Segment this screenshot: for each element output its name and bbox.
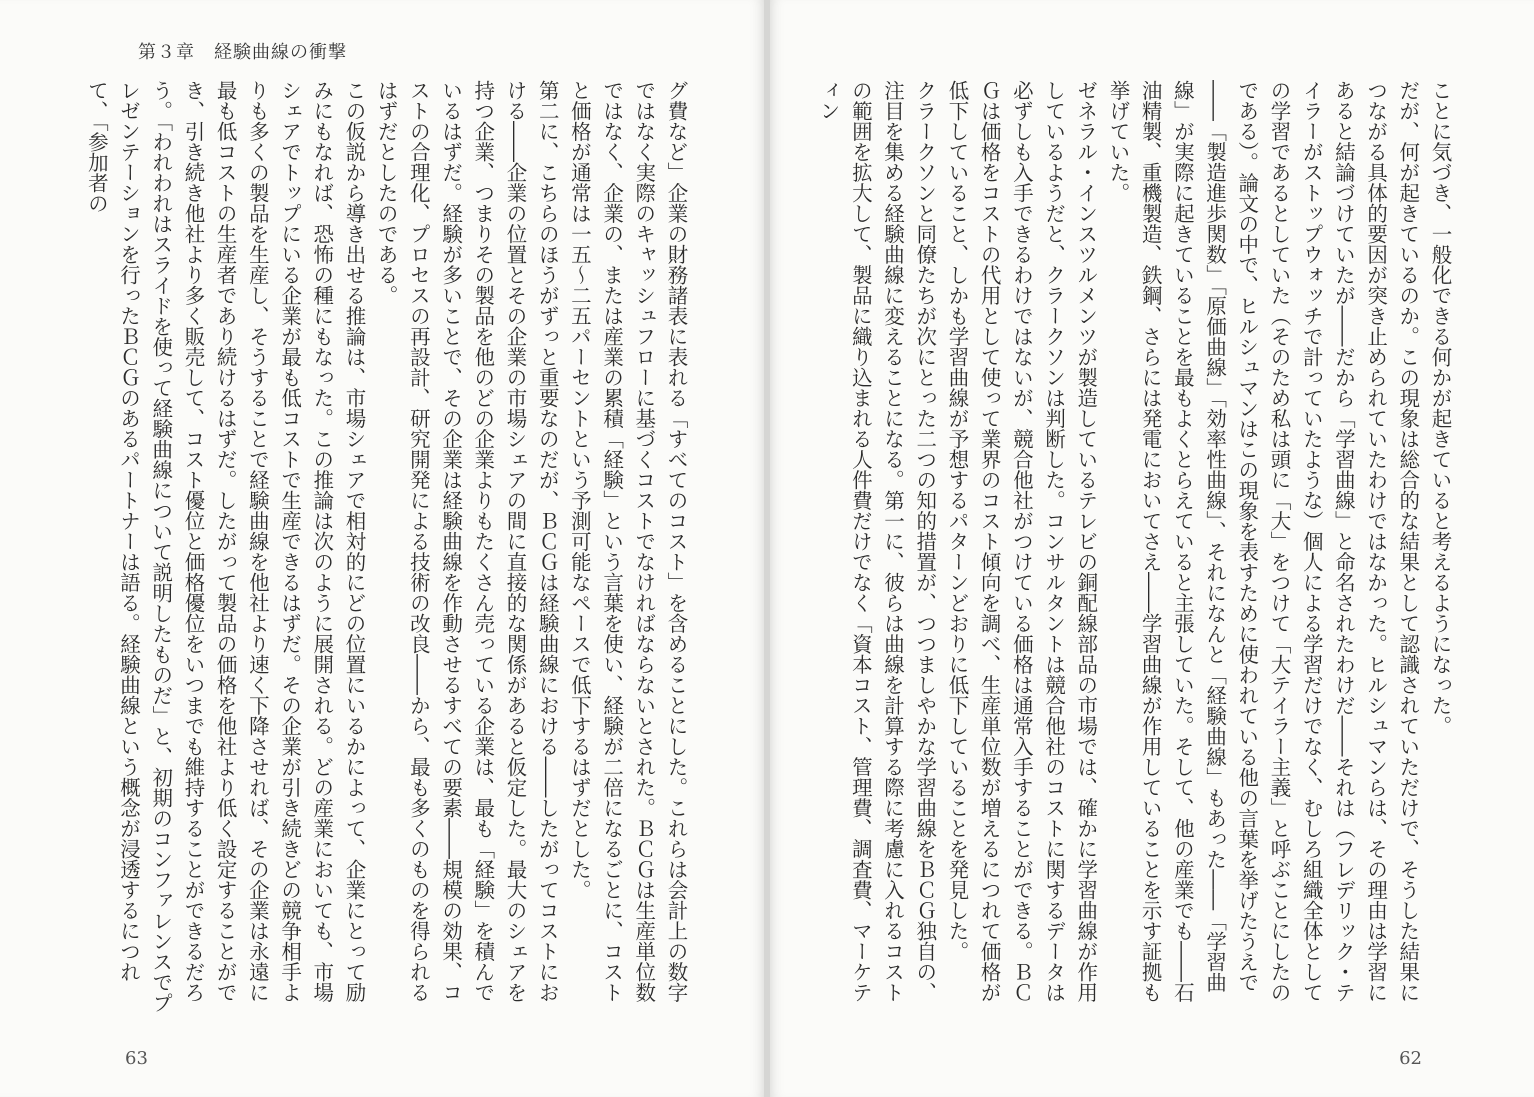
page-number: 62 <box>1399 1048 1422 1069</box>
right-page <box>770 0 1534 1097</box>
right-page-body <box>816 80 1456 1020</box>
paragraph: ことに気づき、一般化できる何かが起きていると考えるようになった。 <box>1428 80 1452 736</box>
left-page-body <box>84 80 692 1020</box>
paragraph: この仮説から導き出せる推論は、市場シェアで相対的にどの位置にいるかによって、企業にとって励みにもなれば、恐怖の種にもなった。この推論は次のように展開される。どの産業においても、市場シェアでトップにいる企業が最も低コストで生産できるはずだ。その企業が引き続きどの競争相手よりも多くの製品を生産し、そうすることで経験曲線を他社より速く下降させれば、その企業は永遠に最も低コストの生産者であり続けるはずだ。したがって製品の価格を他社より低く設定することができ、引き続き他社より多く販売して、コスト優位と価格優位をいつまでも維持することができるだろう。「われわれはスライドを使って経験曲線について説明したものだ」と、初期のコンファレンスでプレゼンテーションを行ったＢＣＧのあるパートナーは語る。経験曲線という概念が浸透するにつれて、「参加者の <box>84 80 366 1013</box>
paragraph: 第二に、こちらのほうがずっと重要なのだが、ＢＣＧは経験曲線における――したがってコストにおける――企業の位置とその企業の市場シェアの間に直接的な関係があると仮定した。最大のシェアを持つ企業、つまりその製品を他のどの企業よりもたくさん売っている企業は、最も「経験」を積んでいるはずだ。経験が多いことで、その企業は経験曲線を作動させるすべての要素――規模の効果、コストの合理化、プロセスの再設計、研究開発による技術の改良――から、最も多くのものを得られるはずだとしたのである。 <box>374 80 560 1003</box>
paragraph: だが、何が起きているのか。この現象は総合的な結果として認識されていただけで、そうした結果につながる具体的要因が突き止められていたわけではなかった。ヒルシュマンらは、その理由は学習にあると結論づけていたが――だから「学習曲線」と命名されたわけだ――それは（フレデリック・テイラーがストップウォッチで計っていたような）個人による学習だけでなく、むしろ組織全体としての学習であるとしていた（そのため私は頭に「大」をつけて「大テイラー主義」と呼ぶことにしたのである）。論文の中で、ヒルシュマンはこの現象を表すために使われている他の言葉を挙げたうえで――「製造進歩関数」「原価曲線」「効率性曲線」、それになんと「経験曲線」もあった――「学習曲線」が実際に起きていることを最もよくとらえていると主張していた。そして、他の産業でも――石油精製、重機製造、鉄鋼、さらには発電においてさえ――学習曲線が作用していることを示す証拠も挙げていた。 <box>1105 80 1420 1003</box>
page-number: 63 <box>125 1048 148 1069</box>
paragraph: ゼネラル・インスツルメンツが製造しているテレビの銅配線部品の市場では、確かに学習曲線が作用しているようだと、クラークソンは判断した。コンサルタントは競合他社のコストに関するデータは必ずしも入手できるわけではないが、競合他社がつけている価格は通常入手することができる。ＢＣＧは価格をコストの代用として使って業界のコスト傾向を調べ、生産単位数が増えるにつれて価格が低下していること、しかも学習曲線が予想するパターンどおりに低下していることを発見した。 <box>944 80 1098 1003</box>
paragraph: グ費など」企業の財務諸表に表れる「すべてのコスト」を含めることにした。これらは会計上の数字ではなく実際のキャッシュフローに基づくコストでなければならないとされた。ＢＣＧは生産単位数ではなく、企業の、または産業の累積「経験」という言葉を使い、経験が二倍になるごとに、コストと価格が通常は一五〜二五パーセントという予測可能なペースで低下するはずだとした。 <box>567 80 688 1003</box>
left-page <box>0 0 764 1097</box>
paragraph: クラークソンと同僚たちが次にとった二つの知的措置が、つつましやかな学習曲線をＢＣＧ独自の、注目を集める経験曲線に変えることになる。第一に、彼らは曲線を計算する際に考慮に入れるコストの範囲を拡大して、製品に織り込まれる人件費だけでなく「資本コスト、管理費、調査費、マーケティン <box>816 80 937 1003</box>
running-head: 第３章 経験曲線の衝撃 <box>138 42 347 63</box>
